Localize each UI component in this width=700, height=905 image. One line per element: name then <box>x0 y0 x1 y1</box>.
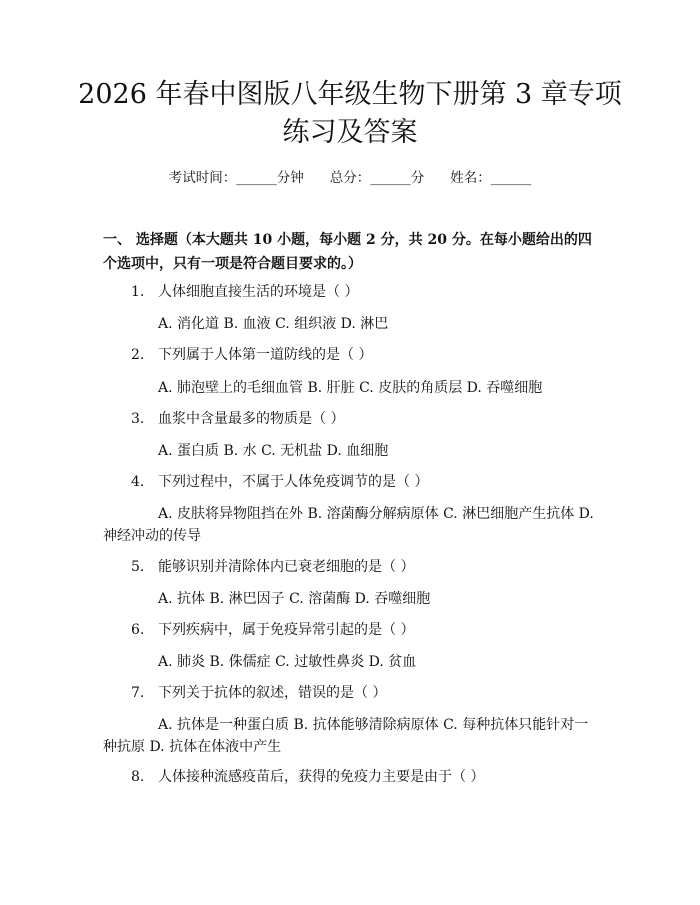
question-text: 能够识别并清除体内已衰老细胞的是（ ） <box>158 559 415 575</box>
question-number: 4. <box>131 474 145 490</box>
question-text: 下列关于抗体的叙述，错误的是（ ） <box>158 685 387 701</box>
question-number: 7. <box>131 685 145 701</box>
question-3-options: A. 蛋白质 B. 水 C. 无机盐 D. 血细胞 <box>158 443 389 459</box>
question-2-options: A. 肺泡壁上的毛细血管 B. 肝脏 C. 皮肤的角质层 D. 吞噬细胞 <box>158 380 543 396</box>
question-8 <box>131 767 600 787</box>
total-score-field: 总分：______分 <box>329 170 425 186</box>
question-number: 8. <box>131 769 145 785</box>
question-5-options: A. 抗体 B. 淋巴因子 C. 溶菌酶 D. 吞噬细胞 <box>158 591 431 607</box>
document-title <box>60 76 640 152</box>
question-number: 1. <box>131 284 145 300</box>
question-text: 下列过程中，不属于人体免疫调节的是（ ） <box>158 474 429 490</box>
question-1 <box>131 282 600 302</box>
question-2 <box>131 345 600 365</box>
exam-info-line <box>0 168 700 188</box>
title-line-2: 练习及答案 <box>282 117 418 148</box>
question-number: 6. <box>131 622 145 638</box>
student-name-field: 姓名：______ <box>450 170 532 186</box>
question-7-options: A. 抗体是一种蛋白质 B. 抗体能够清除病原体 C. 每种抗体只能针对一种抗原 D. 抗体在体液中产生 <box>103 717 589 755</box>
question-6 <box>131 620 600 640</box>
section-heading: 一、 选择题（本大题共 10 小题，每小题 2 分，共 20 分。在每小题给出的四个选项中，只有一项是符合题目要求的。） <box>103 232 592 272</box>
question-text: 下列属于人体第一道防线的是（ ） <box>158 347 373 363</box>
question-7 <box>131 683 600 703</box>
question-number: 2. <box>131 347 145 363</box>
question-5 <box>131 557 600 577</box>
title-line-1: 2026 年春中图版八年级生物下册第 3 章专项 <box>78 79 622 110</box>
exam-time-field: 考试时间：______分钟 <box>168 170 304 186</box>
question-1-options: A. 消化道 B. 血液 C. 组织液 D. 淋巴 <box>158 316 389 332</box>
question-3 <box>131 409 600 429</box>
question-4 <box>131 472 600 492</box>
question-text: 血浆中含量最多的物质是（ ） <box>158 411 345 427</box>
question-number: 3. <box>131 411 145 427</box>
question-4-options: A. 皮肤将异物阻挡在外 B. 溶菌酶分解病原体 C. 淋巴细胞产生抗体 D. 神经冲动的传导 <box>103 506 594 544</box>
question-number: 5. <box>131 559 145 575</box>
question-text: 人体细胞直接生活的环境是（ ） <box>158 284 359 300</box>
question-text: 人体接种流感疫苗后，获得的免疫力主要是由于（ ） <box>158 769 485 785</box>
question-6-options: A. 肺炎 B. 侏儒症 C. 过敏性鼻炎 D. 贫血 <box>158 654 417 670</box>
question-text: 下列疾病中，属于免疫异常引起的是（ ） <box>158 622 415 638</box>
